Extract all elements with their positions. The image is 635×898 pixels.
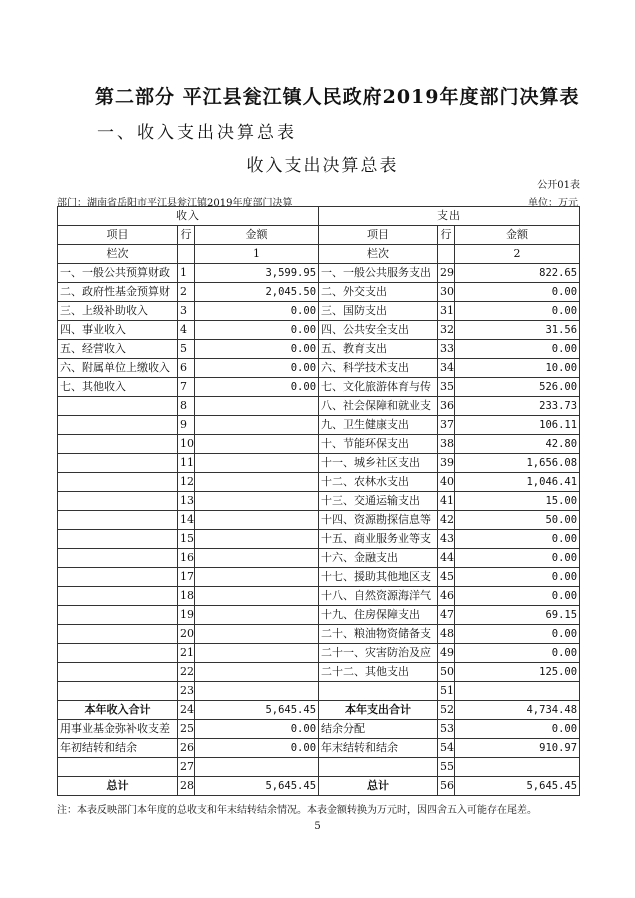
income-group-header: 收入 [58,207,319,226]
expense-line-cell: 56 [438,777,455,796]
table-row [58,720,580,739]
expense-item-cell: 十六、金融支出 [319,549,438,568]
expense-line-cell: 39 [438,454,455,473]
income-item-cell: 本年收入合计 [58,701,178,720]
table-row [58,549,580,568]
expense-item-cell: 总计 [319,777,438,796]
expense-line-cell: 32 [438,321,455,340]
income-line-cell: 27 [178,758,195,777]
expense-amount-cell: 50.00 [455,511,580,530]
expense-amount-cell: 10.00 [455,359,580,378]
income-item-cell: 五、经营收入 [58,340,178,359]
income-line-cell: 16 [178,549,195,568]
income-line-cell: 21 [178,644,195,663]
income-item-cell [58,625,178,644]
expense-item-cell: 十九、住房保障支出 [319,606,438,625]
expense-item-cell: 二十二、其他支出 [319,663,438,682]
expense-line-cell: 49 [438,644,455,663]
table-row [58,264,580,283]
expense-seq-label: 栏次 [319,245,438,264]
income-amount-cell [195,568,319,587]
income-amount-cell: 5,645.45 [195,701,319,720]
expense-item-cell: 十八、自然资源海洋气 [319,587,438,606]
expense-amount-cell: 910.97 [455,739,580,758]
expense-amount-cell: 31.56 [455,321,580,340]
expense-line-cell: 46 [438,587,455,606]
expense-line-cell: 29 [438,264,455,283]
expense-line-cell: 30 [438,283,455,302]
table-row [58,321,580,340]
table-row [58,359,580,378]
income-line-cell: 17 [178,568,195,587]
table-row [58,511,580,530]
expense-amount-cell: 69.15 [455,606,580,625]
income-line-cell: 13 [178,492,195,511]
expense-item-cell: 二十、粮油物资储备支 [319,625,438,644]
income-item-cell: 用事业基金弥补收支差 [58,720,178,739]
income-item-cell: 三、上级补助收入 [58,302,178,321]
income-amount-cell [195,587,319,606]
expense-item-cell: 十七、援助其他地区支 [319,568,438,587]
income-line-cell: 15 [178,530,195,549]
income-item-cell [58,511,178,530]
table-row [58,416,580,435]
income-expense-table [57,206,580,796]
income-line-cell: 25 [178,720,195,739]
expense-amount-cell: 1,046.41 [455,473,580,492]
income-item-cell [58,587,178,606]
department-label: 部门：湖南省岳阳市平江县瓮江镇2019年度部门决算 [57,198,293,209]
income-line-cell: 1 [178,264,195,283]
income-item-cell: 七、其他收入 [58,378,178,397]
expense-item-cell: 九、卫生健康支出 [319,416,438,435]
expense-item-cell: 一、一般公共服务支出 [319,264,438,283]
income-amount-cell [195,435,319,454]
income-item-cell [58,530,178,549]
income-line-cell: 10 [178,435,195,454]
table-row [58,758,580,777]
expense-line-cell: 31 [438,302,455,321]
income-amount-cell [195,606,319,625]
income-seq-line [178,245,195,264]
income-item-cell [58,416,178,435]
income-item-header: 项目 [58,226,178,245]
income-amount-cell [195,416,319,435]
income-line-cell: 19 [178,606,195,625]
expense-line-cell: 34 [438,359,455,378]
group-header-row [58,207,580,226]
income-item-cell: 一、一般公共预算财政 [58,264,178,283]
table-row [58,777,580,796]
income-item-cell [58,549,178,568]
expense-amount-cell: 0.00 [455,302,580,321]
expense-line-cell: 43 [438,530,455,549]
income-amount-cell: 0.00 [195,720,319,739]
table-row [58,739,580,758]
expense-line-cell: 42 [438,511,455,530]
expense-line-cell: 53 [438,720,455,739]
expense-item-cell: 本年支出合计 [319,701,438,720]
income-line-cell: 2 [178,283,195,302]
income-amount-cell: 0.00 [195,302,319,321]
income-line-cell: 24 [178,701,195,720]
expense-line-cell: 51 [438,682,455,701]
income-line-cell: 4 [178,321,195,340]
income-amount-cell [195,473,319,492]
table-row [58,587,580,606]
expense-amount-cell: 4,734.48 [455,701,580,720]
expense-item-cell: 结余分配 [319,720,438,739]
expense-line-cell: 50 [438,663,455,682]
income-item-cell: 二、政府性基金预算财 [58,283,178,302]
expense-amount-cell: 0.00 [455,549,580,568]
sequence-row [58,245,580,264]
expense-item-cell: 六、科学技术支出 [319,359,438,378]
expense-item-cell: 十四、资源勘探信息等 [319,511,438,530]
expense-line-cell: 48 [438,625,455,644]
expense-line-cell: 52 [438,701,455,720]
expense-item-cell [319,758,438,777]
expense-line-cell: 47 [438,606,455,625]
table-row [58,454,580,473]
expense-amount-header: 金额 [455,226,580,245]
income-item-cell: 四、事业收入 [58,321,178,340]
expense-amount-cell: 0.00 [455,587,580,606]
income-line-cell: 26 [178,739,195,758]
expense-amount-cell: 0.00 [455,720,580,739]
expense-amount-cell: 5,645.45 [455,777,580,796]
income-amount-cell [195,492,319,511]
income-amount-cell: 5,645.45 [195,777,319,796]
table-row [58,435,580,454]
income-line-cell: 22 [178,663,195,682]
income-amount-cell [195,758,319,777]
expense-seq-line [438,245,455,264]
expense-amount-cell [455,682,580,701]
table-row [58,663,580,682]
income-item-cell [58,682,178,701]
income-item-cell [58,435,178,454]
expense-item-cell: 四、公共安全支出 [319,321,438,340]
expense-item-cell: 二十一、灾害防治及应 [319,644,438,663]
expense-line-cell: 33 [438,340,455,359]
expense-amount-cell: 125.00 [455,663,580,682]
expense-amount-cell: 0.00 [455,530,580,549]
expense-item-cell: 十五、商业服务业等支 [319,530,438,549]
income-item-cell: 六、附属单位上缴收入 [58,359,178,378]
income-item-cell [58,397,178,416]
table-row [58,283,580,302]
unit-label: 单位：万元 [528,198,578,209]
income-seq-number: 1 [195,245,319,264]
income-item-cell [58,663,178,682]
income-amount-cell: 0.00 [195,340,319,359]
expense-amount-cell: 15.00 [455,492,580,511]
expense-amount-cell: 0.00 [455,644,580,663]
expense-line-header: 行 [438,226,455,245]
expense-amount-cell: 0.00 [455,340,580,359]
table-row [58,644,580,663]
income-item-cell: 总计 [58,777,178,796]
income-amount-cell: 0.00 [195,321,319,340]
income-item-cell [58,644,178,663]
expense-item-cell: 八、社会保障和就业支 [319,397,438,416]
expense-item-cell: 十二、农林水支出 [319,473,438,492]
table-row [58,492,580,511]
income-item-cell: 年初结转和结余 [58,739,178,758]
table-row [58,530,580,549]
income-amount-cell [195,530,319,549]
income-amount-cell [195,663,319,682]
income-amount-cell [195,454,319,473]
income-line-cell: 12 [178,473,195,492]
income-line-cell: 28 [178,777,195,796]
expense-seq-number: 2 [455,245,580,264]
table-row [58,625,580,644]
income-line-cell: 7 [178,378,195,397]
income-line-cell: 5 [178,340,195,359]
income-amount-cell [195,397,319,416]
expense-item-cell: 年末结转和结余 [319,739,438,758]
income-line-header: 行 [178,226,195,245]
page-number: 5 [314,821,321,832]
expense-item-header: 项目 [319,226,438,245]
expense-item-cell: 七、文化旅游体育与传 [319,378,438,397]
expense-line-cell: 37 [438,416,455,435]
income-item-cell [58,473,178,492]
income-amount-header: 金额 [195,226,319,245]
income-line-cell: 20 [178,625,195,644]
income-amount-cell [195,682,319,701]
income-amount-cell: 0.00 [195,359,319,378]
expense-amount-cell [455,758,580,777]
income-amount-cell: 2,045.50 [195,283,319,302]
income-amount-cell [195,511,319,530]
table-row [58,606,580,625]
income-line-cell: 6 [178,359,195,378]
expense-item-cell: 五、教育支出 [319,340,438,359]
income-line-cell: 11 [178,454,195,473]
expense-line-cell: 45 [438,568,455,587]
expense-amount-cell: 1,656.08 [455,454,580,473]
expense-line-cell: 55 [438,758,455,777]
income-amount-cell: 0.00 [195,378,319,397]
expense-line-cell: 35 [438,378,455,397]
income-seq-label: 栏次 [58,245,178,264]
table-title: 收入支出决算总表 [246,156,399,176]
income-item-cell [58,454,178,473]
income-line-cell: 23 [178,682,195,701]
income-item-cell [58,758,178,777]
expense-line-cell: 38 [438,435,455,454]
income-amount-cell [195,549,319,568]
expense-line-cell: 36 [438,397,455,416]
table-row [58,378,580,397]
table-row [58,701,580,720]
expense-line-cell: 41 [438,492,455,511]
income-amount-cell [195,644,319,663]
table-row [58,568,580,587]
expense-amount-cell: 42.80 [455,435,580,454]
expense-line-cell: 44 [438,549,455,568]
table-row [58,682,580,701]
expense-amount-cell: 106.11 [455,416,580,435]
expense-amount-cell: 0.00 [455,625,580,644]
income-item-cell [58,568,178,587]
income-item-cell [58,606,178,625]
expense-line-cell: 54 [438,739,455,758]
expense-item-cell: 十一、城乡社区支出 [319,454,438,473]
expense-item-cell: 十三、交通运输支出 [319,492,438,511]
section-title: 一、收入支出决算总表 [97,123,297,143]
expense-amount-cell: 233.73 [455,397,580,416]
income-line-cell: 8 [178,397,195,416]
expense-item-cell: 十、节能环保支出 [319,435,438,454]
income-amount-cell: 0.00 [195,739,319,758]
expense-item-cell [319,682,438,701]
part-title: 第二部分 平江县瓮江镇人民政府2019年度部门决算表 [95,86,580,108]
column-header-row [58,226,580,245]
expense-amount-cell: 526.00 [455,378,580,397]
income-amount-cell [195,625,319,644]
expense-item-cell: 三、国防支出 [319,302,438,321]
income-amount-cell: 3,599.95 [195,264,319,283]
income-line-cell: 18 [178,587,195,606]
form-code: 公开01表 [537,180,580,191]
income-line-cell: 3 [178,302,195,321]
footnote: 注：本表反映部门本年度的总收支和年末结转结余情况。本表金额转换为万元时，因四舍五入可能存在尾差。 [57,805,537,816]
income-line-cell: 14 [178,511,195,530]
expense-amount-cell: 822.65 [455,264,580,283]
table-row [58,340,580,359]
income-item-cell [58,492,178,511]
expense-item-cell: 二、外交支出 [319,283,438,302]
table-row [58,473,580,492]
table-row [58,302,580,321]
expense-group-header: 支出 [319,207,580,226]
expense-line-cell: 40 [438,473,455,492]
table-row [58,397,580,416]
expense-amount-cell: 0.00 [455,283,580,302]
income-line-cell: 9 [178,416,195,435]
expense-amount-cell: 0.00 [455,568,580,587]
